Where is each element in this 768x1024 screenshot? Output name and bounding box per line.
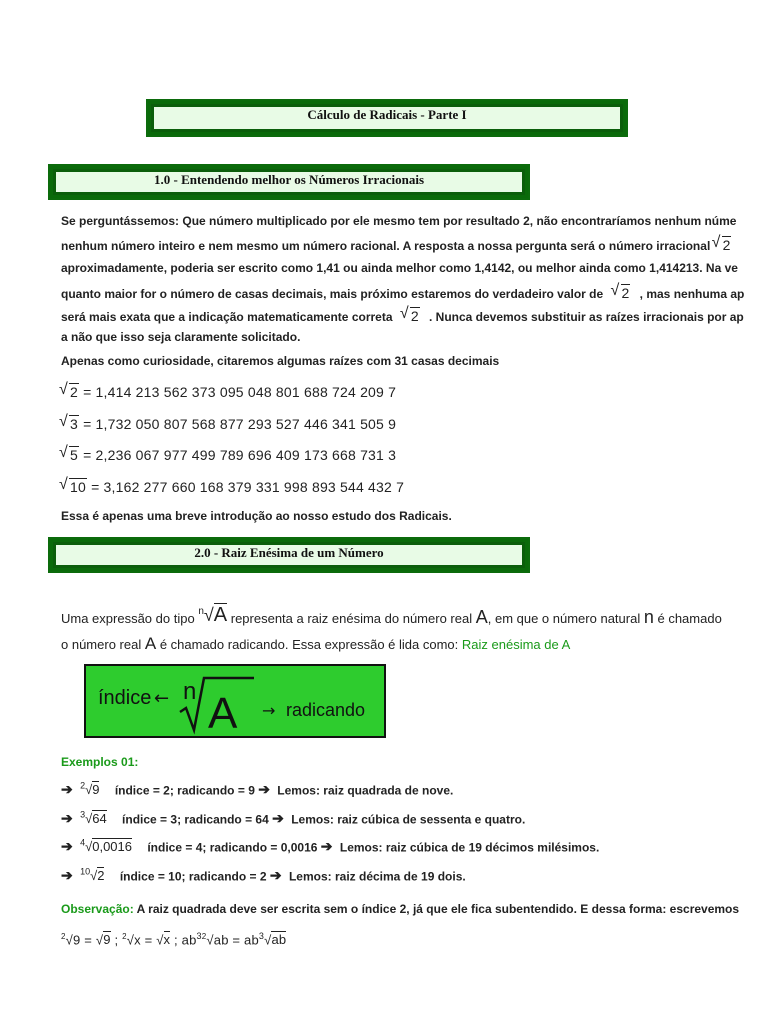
root-row: √ 5 = 2,236 067 977 499 789 696 409 173 668 731 3 bbox=[59, 444, 397, 463]
closing-text: Essa é apenas uma breve introdução ao nosso estudo dos Radicais. bbox=[61, 509, 452, 523]
intro-line-1: Uma expressão do tipo $^n$√A representa a raiz enésima do número real A, em que o número natural n é chamado bbox=[61, 604, 722, 627]
left-arrow-icon: ← bbox=[154, 688, 170, 709]
intro-line-2: o número real A é chamado radicando. Essa expressão é lida como: Raiz enésima de A bbox=[61, 634, 571, 653]
example-row: ➔ $^3$√64 índice = 3; radicando = 64 ➔ Lemos: raiz cúbica de sessenta e quatro. bbox=[61, 810, 526, 827]
root-row: √ 2 = 1,414 213 562 373 095 048 801 688 724 209 7 bbox=[59, 381, 397, 400]
right-arrow-icon: → bbox=[262, 701, 276, 720]
paragraph-line: quanto maior for o número de casas decimais, mais próximo estaremos do verdadeiro valor de √ 2 , mas nenhuma ap bbox=[61, 282, 745, 301]
right-arrow-icon: ➔ bbox=[61, 781, 73, 798]
right-arrow-icon: ➔ bbox=[61, 867, 73, 884]
observation bbox=[61, 902, 739, 916]
paragraph-line: Se perguntássemos: Que número multiplicado por ele mesmo tem por resultado 2, não encontraríamos nenhum núme bbox=[61, 214, 737, 228]
diagram-radicand: A bbox=[208, 689, 238, 736]
formula-line: $^2$√9 = √9 ; $^2$√x = √x ; $ab^{32}√ab = ab^3√ab$ bbox=[61, 931, 287, 948]
root-row: √ 10 = 3,162 277 660 168 379 331 998 893 544 432 7 bbox=[59, 476, 405, 495]
example-row: ➔ $^4$√0,0016 índice = 4; radicando = 0,0016 ➔ Lemos: raiz cúbica de 19 décimos milésimos. bbox=[61, 838, 600, 855]
right-arrow-icon: ➔ bbox=[320, 838, 333, 855]
page-title: Cálculo de Radicais - Parte I bbox=[307, 107, 467, 122]
nth-root-diagram bbox=[84, 664, 386, 738]
right-arrow-icon: ➔ bbox=[272, 810, 284, 827]
root-row: √ 3 = 1,732 050 807 568 877 293 527 446 341 505 9 bbox=[59, 413, 397, 432]
nth-root-symbol: $^n$√A bbox=[198, 604, 228, 626]
example-row: ➔ $^{10}$√2 índice = 10; radicando = 2 ➔ Lemos: raiz décima de 19 dois. bbox=[61, 867, 466, 884]
diagram-index: n bbox=[183, 678, 197, 705]
example-row: ➔ $^2$√9 índice = 2; radicando = 9 ➔ Lemos: raiz quadrada de nove. bbox=[61, 781, 454, 798]
observation-text: A raiz quadrada deve ser escrita sem o índice 2, já que ele fica subentendido. E dessa forma: escrevemos bbox=[136, 902, 740, 916]
paragraph-line: Apenas como curiosidade, citaremos algumas raízes com 31 casas decimais bbox=[61, 354, 500, 368]
diagram-svg bbox=[86, 666, 384, 736]
paragraph-line: será mais exata que a indicação matematicamente correta √ 2 . Nunca devemos substituir as raízes irracionais por ap bbox=[61, 305, 744, 324]
right-arrow-icon: ➔ bbox=[258, 781, 270, 798]
sqrt-2-inline: √ 2 bbox=[711, 234, 731, 253]
right-arrow-icon: ➔ bbox=[61, 810, 73, 827]
diagram-index-label: índice bbox=[98, 687, 152, 709]
section1-heading: 1.0 - Entendendo melhor os Números Irracionais bbox=[154, 172, 424, 187]
section2-heading-box bbox=[50, 539, 528, 571]
diagram-radicand-label: radicando bbox=[286, 700, 366, 720]
observation-label: Observação: bbox=[61, 902, 134, 916]
right-arrow-icon: ➔ bbox=[269, 867, 282, 884]
paragraph-line: a não que isso seja claramente solicitado. bbox=[61, 330, 301, 344]
sqrt-2-inline: √ 2 bbox=[399, 305, 419, 324]
section2-heading: 2.0 - Raiz Enésima de um Número bbox=[194, 545, 384, 560]
right-arrow-icon: ➔ bbox=[61, 838, 73, 855]
paragraph-line: nenhum número inteiro e nem mesmo um número racional. A resposta a nossa pergunta será o número irracional √ 2 bbox=[61, 234, 731, 253]
paragraph-line: aproximadamente, poderia ser escrito como 1,41 ou ainda melhor como 1,4142, ou melhor ainda como 1,414213. Na ve bbox=[61, 261, 738, 275]
sqrt-2-inline: √ 2 bbox=[610, 282, 630, 301]
section1-heading-box bbox=[50, 166, 528, 198]
title-box bbox=[148, 101, 626, 135]
examples-title: Exemplos 01: bbox=[61, 755, 139, 769]
